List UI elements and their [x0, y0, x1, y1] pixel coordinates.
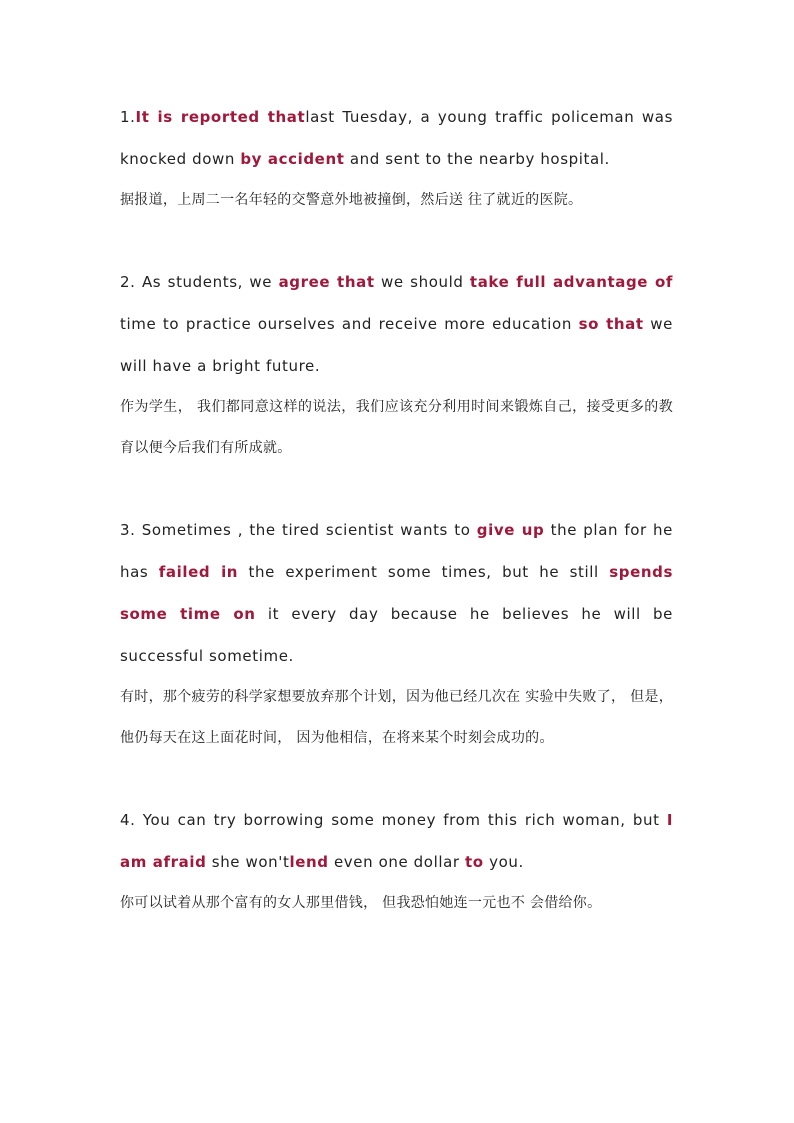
chinese-translation: 据报道，上周二一名年轻的交警意外地被撞倒，然后送 往了就近的医院。 — [120, 192, 583, 208]
key-phrase: lend — [289, 853, 329, 871]
key-phrase: to — [465, 853, 484, 871]
key-phrase: agree that — [278, 273, 375, 291]
key-phrase: give up — [476, 521, 545, 539]
english-sentence: 3. Sometimes , the tired scientist wants to give up the plan for he has failed in the experiment some times, but he still spends some time on it every day because he believes he will be successful sometime. — [120, 521, 674, 665]
chinese-translation: 有时，那个疲劳的科学家想要放弃那个计划，因为他已经几次在 实验中失败了， 但是，他仍每天在这上面花时间， 因为他相信，在将来某个时刻会成功的。 — [120, 689, 673, 746]
key-phrase: take full advantage of — [469, 273, 673, 291]
document-page — [120, 96, 673, 964]
english-sentence: 2. As students, we agree that we should take full advantage of time to practice ourselves and receive more education so that we will have a bright future. — [120, 273, 673, 375]
english-sentence: 1.It is reported thatlast Tuesday, a young traffic policeman was knocked down by accident and sent to the nearby hospital. — [120, 108, 673, 168]
key-phrase: I am afraid — [120, 811, 673, 871]
sentence-item-1 — [120, 96, 673, 221]
key-phrase: It is reported that — [135, 108, 306, 126]
key-phrase: failed in — [158, 563, 239, 581]
key-phrase: spends some time on — [120, 563, 673, 623]
chinese-translation: 作为学生， 我们都同意这样的说法，我们应该充分利用时间来锻炼自己，接受更多的教育以便今后我们有所成就。 — [120, 399, 673, 456]
sentence-item-3 — [120, 509, 673, 759]
chinese-translation: 你可以试着从那个富有的女人那里借钱， 但我恐怕她连一元也不 会借给你。 — [120, 895, 602, 911]
sentence-item-2 — [120, 261, 673, 469]
key-phrase: so that — [578, 315, 644, 333]
key-phrase: by accident — [240, 150, 345, 168]
english-sentence: 4. You can try borrowing some money from this rich woman, but I am afraid she won'tlend even one dollar to you. — [120, 811, 673, 871]
sentence-item-4 — [120, 799, 673, 924]
